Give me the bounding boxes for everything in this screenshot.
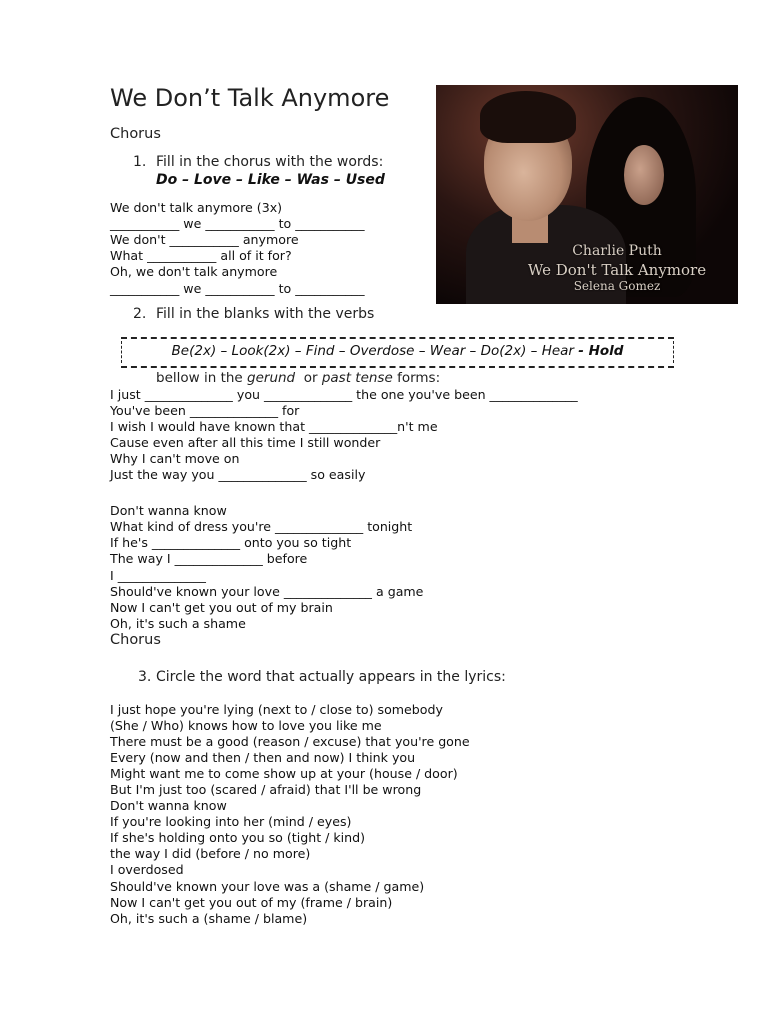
task1-word-bank: Do – Love – Like – Was – Used bbox=[156, 172, 385, 188]
cover-song-title: We Don't Talk Anymore bbox=[527, 261, 707, 279]
chorus-line: We don't ___________ anymore bbox=[110, 232, 299, 247]
circle-line: the way I did (before / no more) bbox=[110, 846, 311, 861]
chorus-line: ___________ we ___________ to ___________ bbox=[110, 216, 365, 231]
task2-number: 2. bbox=[133, 306, 147, 322]
forms-prefix: bellow in the bbox=[156, 370, 248, 386]
verse-line: Cause even after all this time I still wonder bbox=[110, 435, 381, 450]
chorus-line: What ___________ all of it for? bbox=[110, 248, 292, 263]
chorus-line: We don't talk anymore (3x) bbox=[110, 200, 283, 215]
verb-bank bbox=[121, 343, 674, 359]
forms-suffix: forms: bbox=[392, 370, 441, 386]
verse-line: Why I can't move on bbox=[110, 451, 240, 466]
verse2-line: The way I ______________ before bbox=[110, 551, 308, 566]
task3-text: Circle the word that actually appears in the lyrics: bbox=[156, 669, 506, 685]
task2-text: Fill in the blanks with the verbs bbox=[156, 306, 375, 322]
task2-instruction bbox=[133, 306, 374, 322]
cover-woman-face bbox=[624, 145, 664, 205]
chorus-heading: Chorus bbox=[110, 126, 161, 142]
circle-line: I overdosed bbox=[110, 862, 184, 877]
circle-line: If she's holding onto you so (tight / kind) bbox=[110, 830, 366, 845]
verse2-line: Oh, it's such a shame bbox=[110, 616, 246, 631]
cover-featuring: Selena Gomez bbox=[573, 279, 661, 293]
circle-line: Should've known your love was a (shame / game) bbox=[110, 879, 425, 894]
album-cover-image bbox=[436, 85, 738, 304]
verse-line: I just ______________ you ______________ the one you've been ______________ bbox=[110, 387, 578, 402]
task3-instruction bbox=[138, 669, 506, 685]
verse2-line: I ______________ bbox=[110, 568, 206, 583]
forms-gerund: gerund bbox=[247, 370, 296, 386]
verse2-line: Don't wanna know bbox=[110, 503, 227, 518]
verse-line: Just the way you ______________ so easily bbox=[110, 467, 366, 482]
forms-middle: or bbox=[295, 370, 322, 386]
circle-line: I just hope you're lying (next to / close to) somebody bbox=[110, 702, 443, 717]
circle-line: If you're looking into her (mind / eyes) bbox=[110, 814, 352, 829]
verb-bank-hold: - Hold bbox=[578, 343, 624, 359]
verse2-line: If he's ______________ onto you so tight bbox=[110, 535, 352, 550]
verb-bank-box bbox=[121, 337, 674, 368]
circle-line: Now I can't get you out of my (frame / brain) bbox=[110, 895, 393, 910]
circle-line: Don't wanna know bbox=[110, 798, 227, 813]
verse2-line: Should've known your love ______________ a game bbox=[110, 584, 424, 599]
verse-line: You've been ______________ for bbox=[110, 403, 300, 418]
task2-forms-note bbox=[156, 370, 440, 386]
circle-line: Might want me to come show up at your (house / door) bbox=[110, 766, 458, 781]
circle-line: Oh, it's such a (shame / blame) bbox=[110, 911, 308, 926]
circle-line: But I'm just too (scared / afraid) that I'll be wrong bbox=[110, 782, 422, 797]
task1-instruction bbox=[133, 154, 383, 170]
cover-man-hair bbox=[480, 91, 576, 143]
verse-line: I wish I would have known that ______________n't me bbox=[110, 419, 438, 434]
chorus-line: ___________ we ___________ to ___________ bbox=[110, 281, 365, 296]
circle-line: Every (now and then / then and now) I think you bbox=[110, 750, 416, 765]
chorus-heading-2: Chorus bbox=[110, 632, 161, 648]
cover-artist: Charlie Puth bbox=[572, 243, 662, 259]
circle-line: There must be a good (reason / excuse) that you're gone bbox=[110, 734, 470, 749]
verse2-line: Now I can't get you out of my brain bbox=[110, 600, 333, 615]
task1-text: Fill in the chorus with the words: bbox=[156, 154, 384, 170]
forms-past-tense: past tense bbox=[321, 370, 393, 386]
circle-line: (She / Who) knows how to love you like me bbox=[110, 718, 382, 733]
task1-number: 1. bbox=[133, 154, 147, 170]
verse2-line: What kind of dress you're ______________ tonight bbox=[110, 519, 413, 534]
task3-number: 3. bbox=[138, 669, 152, 685]
worksheet-title: We Don’t Talk Anymore bbox=[110, 84, 390, 112]
verb-bank-list: Be(2x) – Look(2x) – Find – Overdose – Wear – Do(2x) – Hear bbox=[171, 343, 579, 359]
chorus-line: Oh, we don't talk anymore bbox=[110, 264, 278, 279]
